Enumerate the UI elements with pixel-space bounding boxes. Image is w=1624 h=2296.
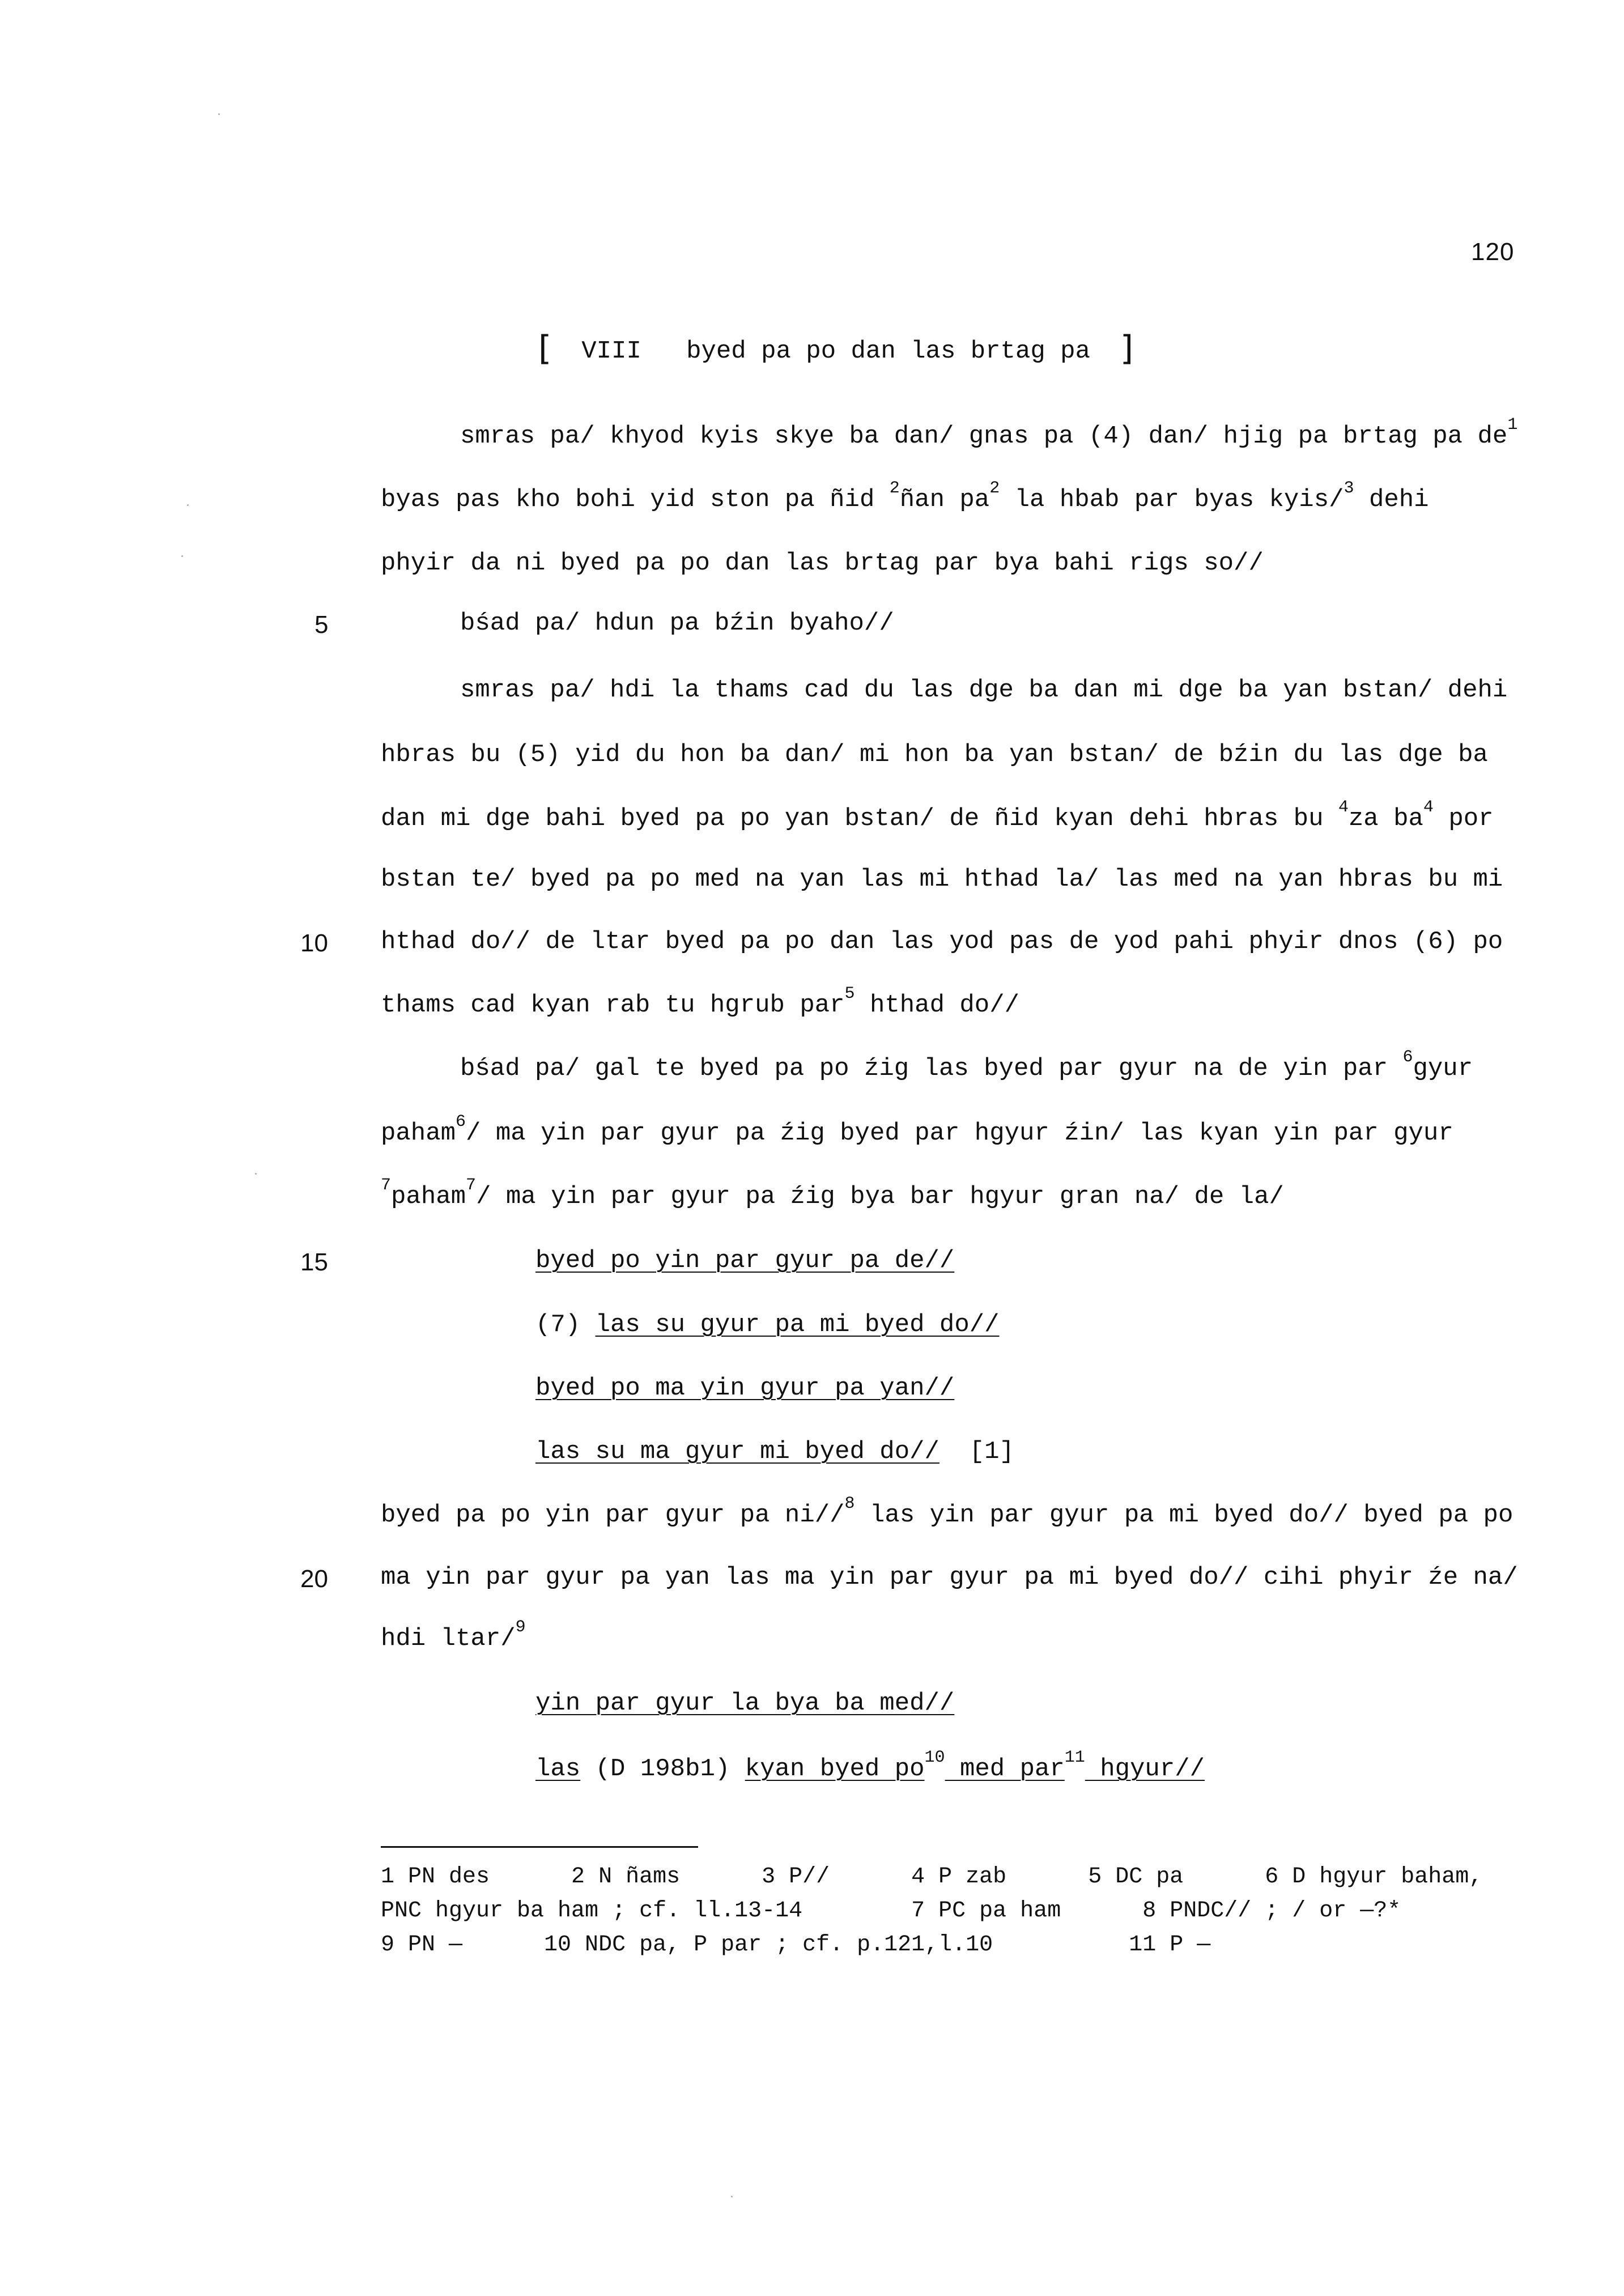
text-line: hdi ltar/$^9$: [381, 1618, 526, 1653]
heading-close-bracket: ]: [1120, 329, 1134, 368]
verse-line: las su ma gyur mi byed do// [1]: [535, 1438, 1014, 1466]
text-line: smras pa/ hdi la thams cad du las dge ba dan mi dge ba yan bstan/ dehi: [460, 676, 1508, 704]
verse-line: byed po yin par gyur pa de//: [535, 1247, 955, 1275]
scan-speck: [187, 504, 189, 506]
line-number-15: 15: [300, 1248, 328, 1276]
footnote-line: 9 PN — 10 NDC pa, P par ; cf. p.121,l.10 11 P —: [381, 1932, 1211, 1958]
scan-speck: [218, 113, 220, 115]
text-line: phyir da ni byed pa po dan las brtag par bya bahi rigs so//: [381, 549, 1264, 577]
text-line: ma yin par gyur pa yan las ma yin par gyur pa mi byed do// cihi phyir źe na/: [381, 1563, 1518, 1592]
section-heading: [538, 329, 1133, 368]
scan-speck: [255, 1173, 257, 1175]
verse-line: yin par gyur la bya ba med//: [535, 1689, 955, 1717]
footnote-line: PNC hgyur ba ham ; cf. ll.13-14 7 PC pa ham 8 PNDC// ; / or —?*: [381, 1898, 1401, 1924]
text-line: bśad pa/ gal te byed pa po źig las byed par gyur na de yin par $^6$gyur: [460, 1048, 1473, 1083]
footnote-rule: [381, 1846, 698, 1848]
line-number-5: 5: [314, 611, 329, 639]
line-number-20: 20: [300, 1565, 328, 1593]
verse-line: (7) las su gyur pa mi byed do//: [535, 1311, 1000, 1339]
text-line: byas pas kho bohi yid ston pa ñid $^2$ñan $pa^2$ la hbab par byas kyis/$^3$ dehi: [381, 479, 1429, 514]
text-line: hbras bu (5) yid du hon ba dan/ mi hon ba yan bstan/ de bźin du las dge ba: [381, 741, 1488, 769]
verse-line: byed po ma yin gyur pa yan//: [535, 1374, 955, 1402]
text-line: hthad do// de ltar byed pa po dan las yod pas de yod pahi phyir dnos (6) po: [381, 928, 1503, 956]
line-number-10: 10: [300, 929, 328, 957]
scan-speck: [731, 2196, 733, 2197]
text-line: byed pa po yin par gyur pa ni//$^8$ las yin par gyur pa mi byed do// byed pa po: [381, 1494, 1514, 1529]
page-number: 120: [1471, 238, 1515, 266]
footnote-line: 1 PN des 2 N ñams 3 P// 4 P zab 5 DC pa 6 D hgyur baham,: [381, 1864, 1483, 1890]
text-line: thams cad kyan rab tu hgrub par$^5$ hthad do//: [381, 984, 1020, 1019]
scan-speck: [181, 555, 183, 557]
text-line: smras pa/ khyod kyis skye ba dan/ gnas pa (4) dan/ hjig pa brtag pa $de^1$: [460, 415, 1518, 450]
heading-open-bracket: [: [538, 329, 552, 368]
text-line: bśad pa/ hdun pa bźin byaho//: [460, 609, 894, 637]
text-line: dan mi dge bahi byed pa po yan bstan/ de ñid kyan dehi hbras bu $^4$za $ba^4$ por: [381, 798, 1494, 833]
text-line: $^7$paham$^7$/ ma yin par gyur pa źig bya bar hgyur gran na/ de la/: [381, 1176, 1284, 1211]
heading-text: VIII byed pa po dan las brtag pa: [581, 337, 1090, 365]
verse-number: [1]: [969, 1438, 1014, 1466]
text-line: bstan te/ byed pa po med na yan las mi hthad la/ las med na yan hbras bu mi: [381, 865, 1503, 894]
text-line: paham$^6$/ ma yin par gyur pa źig byed par hgyur źin/ las kyan yin par gyur: [381, 1112, 1453, 1147]
verse-line: las (D 198b1) kyan byed $po^{10}$ med par$^{11}$ hgyur//: [535, 1748, 1205, 1783]
